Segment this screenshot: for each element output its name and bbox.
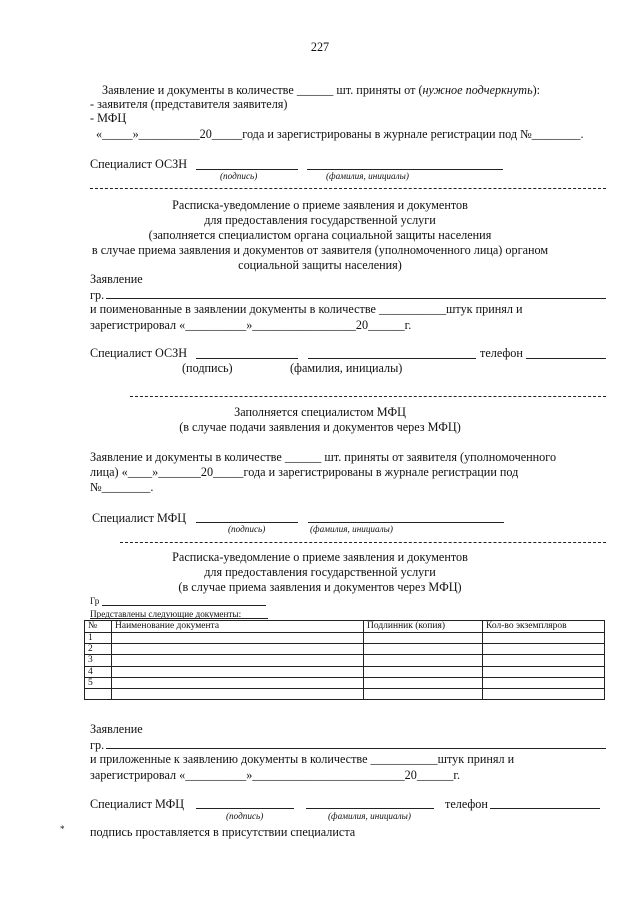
documents-table — [84, 620, 605, 700]
table-header-original-copy: Подлинник (копия) — [364, 621, 483, 633]
sec4-docs-line: и приложенные к заявлению документы в количестве ___________штук принял и — [90, 752, 515, 766]
sec3-name-field[interactable] — [308, 522, 504, 523]
copies-count-cell[interactable] — [483, 677, 605, 688]
sec1-name-caption: (фамилия, инициалы) — [326, 171, 409, 181]
sec4-gr-label: Гр — [90, 596, 100, 606]
table-header-copies-count: Кол-во экземпляров — [483, 621, 605, 633]
sec3-title-1: Заполняется специалистом МФЦ — [234, 405, 406, 419]
sec4-title-1: Расписка-уведомление о приеме заявления и документов — [172, 550, 468, 564]
sec2-docs-line: и поименованные в заявлении документы в количестве ___________штук принял и — [90, 302, 523, 316]
sec1-name-field[interactable] — [307, 169, 503, 170]
sec2-registration-line: зарегистрировал «__________»_________________20______г. — [90, 318, 412, 332]
row-number: 5 — [85, 677, 112, 688]
sec2-phone-label: телефон — [480, 346, 523, 360]
table-header-row — [85, 621, 605, 633]
sec1-specialist-label: Специалист ОСЗН — [90, 157, 187, 171]
row-number: 2 — [85, 644, 112, 655]
sec4-signature-field[interactable] — [196, 808, 294, 809]
sec3-signature-field[interactable] — [196, 522, 298, 523]
sec2-title-2: для предоставления государственной услуги — [204, 213, 436, 227]
original-copy-cell[interactable] — [364, 666, 483, 677]
sec3-line-3: №________. — [90, 480, 154, 494]
separator-1 — [90, 188, 606, 189]
copies-count-cell[interactable] — [483, 633, 605, 644]
table-row — [85, 677, 605, 688]
original-copy-cell[interactable] — [364, 633, 483, 644]
footnote-mark: * — [60, 824, 65, 834]
document-name-cell[interactable] — [112, 666, 364, 677]
document-name-cell[interactable] — [112, 633, 364, 644]
sec2-zayavlenie-label: Заявление — [90, 272, 143, 286]
sec4-zayavlenie-label: Заявление — [90, 722, 143, 736]
original-copy-cell[interactable] — [364, 677, 483, 688]
sec1-signature-field[interactable] — [196, 169, 298, 170]
sec4-phone-label: телефон — [445, 797, 488, 811]
copies-count-cell[interactable] — [483, 666, 605, 677]
sec3-specialist-label: Специалист МФЦ — [92, 511, 187, 525]
sec2-title-3: (заполняется специалистом органа социальной защиты населения — [148, 228, 492, 242]
sec3-signature-caption: (подпись) — [228, 524, 266, 534]
sec4-registration-line: зарегистрировал «__________»_________________________20______г. — [90, 768, 461, 782]
table-row — [85, 644, 605, 655]
sec4-presented-underline — [90, 618, 268, 619]
sec4-applicant-name-field-2[interactable] — [106, 748, 606, 749]
sec4-phone-field[interactable] — [490, 808, 600, 809]
sec4-name-caption: (фамилия, инициалы) — [328, 811, 411, 821]
sec1-registration-line: «_____»__________20_____года и зарегистрированы в журнале регистрации под №________. — [96, 127, 584, 141]
page-number: 227 — [310, 40, 330, 54]
sec4-signature-caption: (подпись) — [226, 811, 264, 821]
sec1-signature-caption: (подпись) — [220, 171, 258, 181]
original-copy-cell[interactable] — [364, 644, 483, 655]
sec2-gr-label: гр. — [90, 288, 105, 302]
sec2-signature-field[interactable] — [196, 358, 298, 359]
sec4-gr2-label: гр. — [90, 738, 105, 752]
document-name-cell[interactable] — [112, 688, 364, 699]
sec4-title-2: для предоставления государственной услуги — [204, 565, 436, 579]
sec3-line-2: лица) «____»_______20_____года и зарегистрированы в журнале регистрации под — [90, 465, 519, 479]
sec4-presented-label: Представлены следующие документы: — [90, 609, 242, 619]
sec2-applicant-name-field[interactable] — [106, 298, 606, 299]
document-name-cell[interactable] — [112, 655, 364, 666]
copies-count-cell[interactable] — [483, 644, 605, 655]
row-number: 3 — [85, 655, 112, 666]
separator-2 — [130, 396, 606, 397]
sec2-specialist-label: Специалист ОСЗН — [90, 346, 187, 360]
sec2-name-field[interactable] — [308, 358, 476, 359]
table-row — [85, 666, 605, 677]
sec3-name-caption: (фамилия, инициалы) — [310, 524, 393, 534]
copies-count-cell[interactable] — [483, 688, 605, 699]
document-name-cell[interactable] — [112, 644, 364, 655]
sec2-phone-field[interactable] — [526, 358, 606, 359]
document-name-cell[interactable] — [112, 677, 364, 688]
sec2-signature-caption: (подпись) — [182, 361, 233, 375]
separator-3 — [120, 542, 606, 543]
sec4-title-3: (в случае приема заявления и документов через МФЦ) — [178, 580, 462, 594]
sec2-title-4: в случае приема заявления и документов от заявителя (уполномоченного лица) органом — [91, 243, 549, 257]
copies-count-cell[interactable] — [483, 655, 605, 666]
row-number: 1 — [85, 633, 112, 644]
sec4-name-field[interactable] — [306, 808, 434, 809]
original-copy-cell[interactable] — [364, 688, 483, 699]
sec2-title-5: социальной защиты населения) — [238, 258, 402, 272]
sec3-title-2: (в случае подачи заявления и документов через МФЦ) — [179, 420, 461, 434]
table-header-document-name: Наименование документа — [112, 621, 364, 633]
sec1-option-mfc: - МФЦ — [90, 111, 127, 125]
sec3-line-1: Заявление и документы в количестве ______ шт. приняты от заявителя (уполномоченного — [90, 450, 557, 464]
row-number — [85, 688, 112, 699]
table-row — [85, 633, 605, 644]
sec2-title-1: Расписка-уведомление о приеме заявления и документов — [172, 198, 468, 212]
original-copy-cell[interactable] — [364, 655, 483, 666]
sec2-name-caption: (фамилия, инициалы) — [290, 361, 403, 375]
footnote-text: подпись проставляется в присутствии специалиста — [90, 825, 356, 839]
sec4-specialist-label: Специалист МФЦ — [90, 797, 185, 811]
sec1-line1: Заявление и документы в количестве ______ шт. приняты от (нужное подчеркнуть): — [102, 83, 541, 97]
row-number: 4 — [85, 666, 112, 677]
sec1-option-applicant: - заявителя (представителя заявителя) — [90, 97, 288, 111]
table-row — [85, 688, 605, 699]
table-row — [85, 655, 605, 666]
table-header-number: № — [85, 621, 112, 633]
sec4-applicant-name-field[interactable] — [102, 605, 266, 606]
